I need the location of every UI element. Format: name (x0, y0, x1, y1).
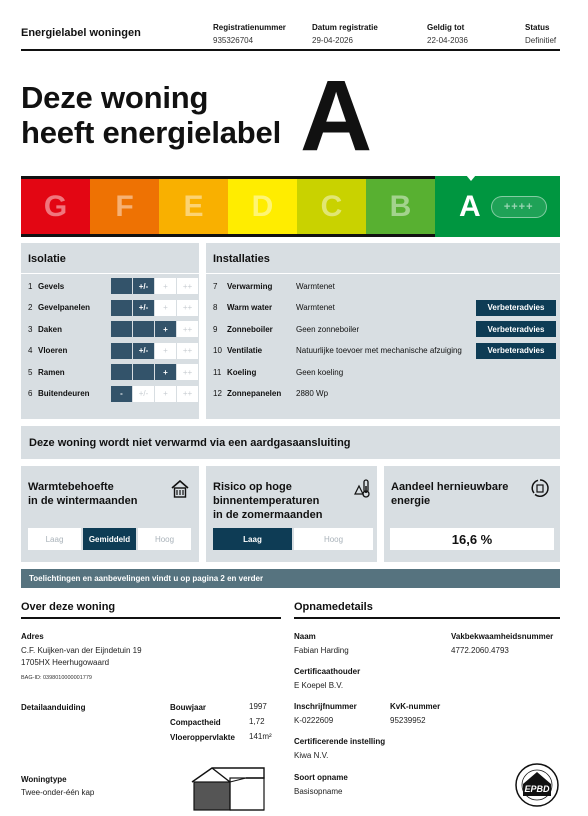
rating-cell: ++ (177, 300, 198, 316)
warmtebehoefte-scale (28, 528, 191, 550)
scale-segment-c (297, 179, 366, 234)
section-rule (21, 617, 281, 619)
installatie-row (213, 386, 556, 402)
divider (21, 273, 199, 274)
scale-letter: B (389, 189, 412, 223)
hernieuwbaar-title: Aandeel hernieuwbare energie (391, 481, 509, 507)
plus-indicator: ++++ (491, 196, 547, 218)
row-number: 6 (28, 389, 33, 398)
row-label: Ramen (38, 367, 65, 377)
rating-cell: + (155, 300, 176, 316)
row-label: Gevels (38, 281, 65, 291)
row-number: 12 (213, 389, 222, 398)
option-hoog: Hoog (138, 528, 191, 550)
row-value: Warmtenet (296, 281, 335, 291)
option-laag: Laag (28, 528, 81, 550)
scale-segment-a (435, 176, 560, 237)
opname-section-title: Opnamedetails (294, 601, 373, 613)
installaties-panel (206, 243, 560, 419)
option-laag: Laag (213, 528, 292, 550)
verbeteradvies-badge: Verbeteradvies (476, 300, 556, 316)
compactheid-label: Compactheid (170, 718, 221, 727)
rating-cell: +/- (133, 386, 154, 402)
isolatie-row (28, 278, 198, 294)
scale-letter: F (115, 189, 134, 223)
isolatie-row (28, 321, 198, 337)
thermometer-icon (354, 478, 372, 498)
row-number: 7 (213, 281, 218, 291)
registratienummer: Registratienummer 935326704 (213, 23, 286, 45)
status: Status Definitief (525, 23, 557, 45)
option-hoog: Hoog (294, 528, 373, 550)
installatie-row (213, 278, 556, 294)
bouwjaar-label: Bouwjaar (170, 703, 207, 712)
woningtype-label: Woningtype (21, 775, 67, 784)
row-value: Warmtenet (296, 303, 335, 312)
risico-panel (206, 466, 377, 562)
gas-notice: Deze woning wordt niet verwarmd via een aardgasaansluiting (29, 437, 351, 449)
naam-value: Fabian Harding (294, 646, 349, 655)
installatie-row (213, 364, 556, 380)
certificaathouder-label: Certificaathouder (294, 667, 361, 676)
rating-cell: ++ (177, 343, 198, 359)
scale-letter: C (320, 189, 343, 223)
rating-cell (133, 364, 154, 380)
geldig-tot: Geldig tot 22-04-2036 (427, 23, 468, 45)
hernieuwbaar-value: 16,6 % (390, 528, 554, 550)
divider (206, 273, 560, 274)
row-value: Geen zonneboiler (296, 324, 360, 334)
kvk-value: 95239952 (390, 716, 426, 725)
rating-cell (111, 278, 132, 294)
scale-segment-f (90, 179, 159, 234)
row-number: 3 (28, 324, 33, 334)
isolatie-title: Isolatie (28, 253, 66, 265)
naam-label: Naam (294, 632, 316, 641)
rating-cell: ++ (177, 386, 198, 402)
row-value: 2880 Wp (296, 389, 329, 398)
installatie-row (213, 343, 556, 359)
scale-segment-b (366, 179, 435, 234)
rating-cell (111, 321, 132, 337)
detailaanduiding-label: Detailaanduiding (21, 703, 86, 712)
certificerende-instelling-value: Kiwa N.V. (294, 751, 329, 760)
rating-cell: + (155, 321, 176, 337)
recycle-energy-icon (530, 478, 550, 498)
vloeroppervlakte-label: Vloeroppervlakte (170, 733, 235, 742)
rating-cell (111, 364, 132, 380)
rating-cells (111, 300, 198, 316)
epbd-logo (514, 762, 560, 808)
risico-title: Risico op hoge binnentemperaturen in de zomermaanden (213, 481, 323, 521)
adres-label: Adres (21, 632, 44, 641)
row-label: Verwarming (227, 281, 273, 291)
vloeroppervlakte-value: 141m² (249, 732, 272, 741)
soort-opname-label: Soort opname (294, 773, 348, 782)
gas-notice-panel (21, 426, 560, 459)
rating-cell (133, 321, 154, 337)
rating-cells (111, 278, 198, 294)
energy-label-letter: A (300, 60, 373, 172)
scale-segment-d (228, 179, 297, 234)
section-rule (294, 617, 560, 619)
option-gemiddeld: Gemiddeld (83, 528, 136, 550)
certificerende-instelling-label: Certificerende instelling (294, 737, 386, 746)
adres-line1: C.F. Kuijken-van der Eijndetuin 19 (21, 646, 142, 655)
rating-cell: ++ (177, 278, 198, 294)
hernieuwbaar-panel (384, 466, 560, 562)
isolatie-panel (21, 243, 199, 419)
warmtebehoefte-panel (21, 466, 199, 562)
row-number: 1 (28, 281, 33, 291)
row-label: Daken (38, 324, 63, 334)
document-header (21, 20, 560, 51)
row-label: Warm water (227, 303, 273, 312)
row-label: Ventilatie (227, 346, 263, 355)
rating-cell (111, 343, 132, 359)
row-number: 4 (28, 346, 33, 355)
row-number: 2 (28, 303, 33, 312)
scale-segment-e (159, 179, 228, 234)
row-number: 11 (213, 367, 222, 377)
rating-cells (111, 343, 198, 359)
row-label: Zonnepanelen (227, 389, 282, 398)
row-label: Buitendeuren (38, 389, 90, 398)
row-number: 8 (213, 303, 218, 312)
verbeteradvies-badge: Verbeteradvies (476, 321, 556, 337)
rating-cells (111, 364, 198, 380)
risico-scale (213, 528, 373, 550)
installatie-row (213, 321, 556, 337)
twee-onder-een-kap-house-icon (190, 764, 270, 812)
vakbekwaamheidsnummer-value: 4772.2060.4793 (451, 646, 509, 655)
rating-cell: + (155, 364, 176, 380)
rating-cells (111, 321, 198, 337)
row-label: Gevelpanelen (38, 303, 91, 312)
woningtype-value: Twee-onder-één kap (21, 788, 95, 797)
rating-cell: +/- (133, 278, 154, 294)
scale-letter: A (459, 189, 481, 223)
isolatie-row (28, 343, 198, 359)
energy-label-scale (21, 176, 560, 237)
isolatie-row (28, 300, 198, 316)
soort-opname-value: Basisopname (294, 787, 343, 796)
isolatie-row (28, 386, 198, 402)
document-title: Energielabel woningen (21, 27, 141, 39)
certificaathouder-value: E Koepel B.V. (294, 681, 344, 690)
row-number: 5 (28, 367, 33, 377)
warmtebehoefte-title: Warmtebehoefte in de wintermaanden (28, 481, 138, 507)
row-label: Vloeren (38, 346, 68, 355)
woning-section-title: Over deze woning (21, 601, 116, 613)
adres-line2: 1705HX Heerhugowaard (21, 658, 110, 667)
bag-id: BAG-ID: 0398010000001779 (21, 675, 92, 681)
rating-cell: + (155, 343, 176, 359)
bouwjaar-value: 1997 (249, 702, 267, 711)
scale-letter: D (251, 189, 274, 223)
scale-segment-g (21, 179, 90, 234)
rating-cell (111, 300, 132, 316)
vakbekwaamheidsnummer-label: Vakbekwaamheidsnummer (451, 632, 554, 641)
inschrijfnummer-value: K-0222609 (294, 716, 334, 725)
row-value: Natuurlijke toevoer met mechanische afzuiging (296, 346, 462, 355)
kvk-label: KvK-nummer (390, 702, 441, 711)
compactheid-value: 1,72 (249, 717, 265, 726)
row-label: Koeling (227, 367, 257, 377)
house-heat-icon (171, 480, 189, 498)
verbeteradvies-badge: Verbeteradvies (476, 343, 556, 359)
rating-cell: +/- (133, 300, 154, 316)
row-number: 10 (213, 346, 222, 355)
installatie-row (213, 300, 556, 316)
epbd-logo-text: EPBD (524, 784, 550, 794)
rating-cell: + (155, 386, 176, 402)
rating-cell: ++ (177, 364, 198, 380)
toelichting-bar: Toelichtingen en aanbevelingen vindt u op pagina 2 en verder (21, 569, 560, 588)
scale-letter: E (183, 189, 204, 223)
datum-registratie: Datum registratie 29-04-2026 (312, 23, 378, 45)
rating-cells (111, 386, 198, 402)
rating-cell: - (111, 386, 132, 402)
installaties-title: Installaties (213, 253, 270, 265)
row-number: 9 (213, 324, 218, 334)
rating-cell: ++ (177, 321, 198, 337)
row-label: Zonneboiler (227, 324, 273, 334)
headline: Deze woning heeft energielabel (21, 80, 281, 150)
scale-letter: G (43, 189, 68, 223)
isolatie-row (28, 364, 198, 380)
rating-cell: +/- (133, 343, 154, 359)
rating-cell: + (155, 278, 176, 294)
row-value: Geen koeling (296, 367, 344, 377)
active-marker (466, 175, 476, 181)
inschrijfnummer-label: Inschrijfnummer (294, 702, 357, 711)
